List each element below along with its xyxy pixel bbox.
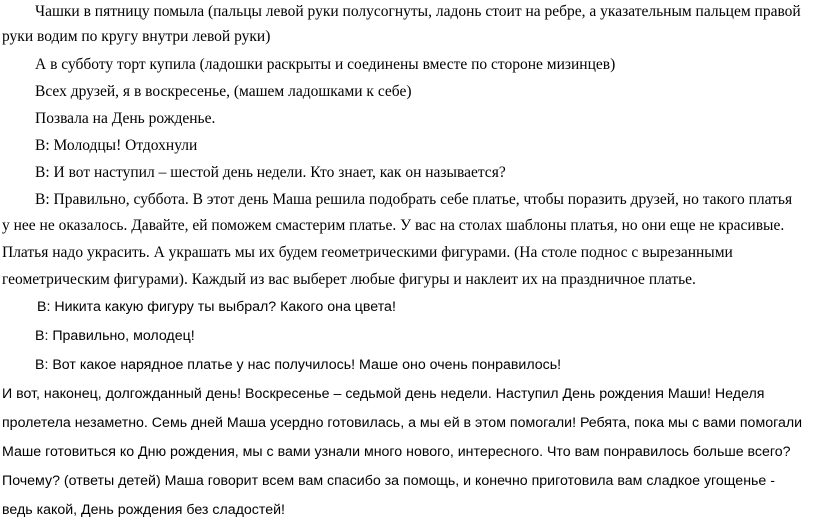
text-line-10: Платья надо украсить. А украшать мы их будем геометрическими фигурами. (На столе поднос с вырезанными [2,244,733,261]
text-line-6: В: Молодцы! Отдохнули [35,137,198,154]
text-line-15: И вот, наконец, долгожданный день! Воскресенье – седьмой день недели. Наступил День рождения Маши! Неделя [2,386,765,402]
text-line-1: Чашки в пятницу помыла (пальцы левой руки полусогнуты, ладонь стоит на ребре, а указательным пальцем правой [35,3,801,20]
text-line-18: Почему? (ответы детей) Маша говорит всем вам спасибо за помощь, и конечно приготовила вам сладкое угощенье - [2,473,775,489]
text-line-2: руки водим по кругу внутри левой руки) [2,28,271,45]
text-line-7: В: И вот наступил – шестой день недели. Кто знает, как он называется? [35,164,506,181]
text-line-9: у нее не оказалось. Давайте, ей поможем смастерим платье. У вас на столах шаблоны платья, но они еще не красивые. [2,217,785,234]
text-line-12: В: Никита какую фигуру ты выбрал? Какого она цвета! [37,299,396,315]
text-line-14: В: Вот какое нарядное платье у нас получилось! Маше оно очень понравилось! [35,357,562,373]
text-line-4: Всех друзей, я в воскресенье, (машем ладошками к себе) [35,83,412,100]
text-line-19: ведь какой, День рождения без сладостей! [2,502,285,518]
text-line-17: Маше готовиться ко Дню рождения, мы с вами узнали много нового, интересного. Что вам понравилось больше всего? [2,444,791,460]
text-line-3: А в субботу торт купила (ладошки раскрыты и соединены вместе по стороне мизинцев) [35,56,616,73]
text-line-13: В: Правильно, молодец! [35,328,195,344]
text-line-16: пролетела незаметно. Семь дней Маша усердно готовилась, а мы ей в этом помогали! Ребята, пока мы с вами помогали [2,415,803,431]
text-line-11: геометрическим фигурами). Каждый из вас выберет любые фигуры и наклеит их на праздничное платье. [2,271,696,288]
text-line-5: Позвала на День рожденье. [35,110,216,127]
text-line-8: В: Правильно, суббота. В этот день Маша решила подобрать себе платье, чтобы поразить друзей, но такого платья [35,191,793,208]
